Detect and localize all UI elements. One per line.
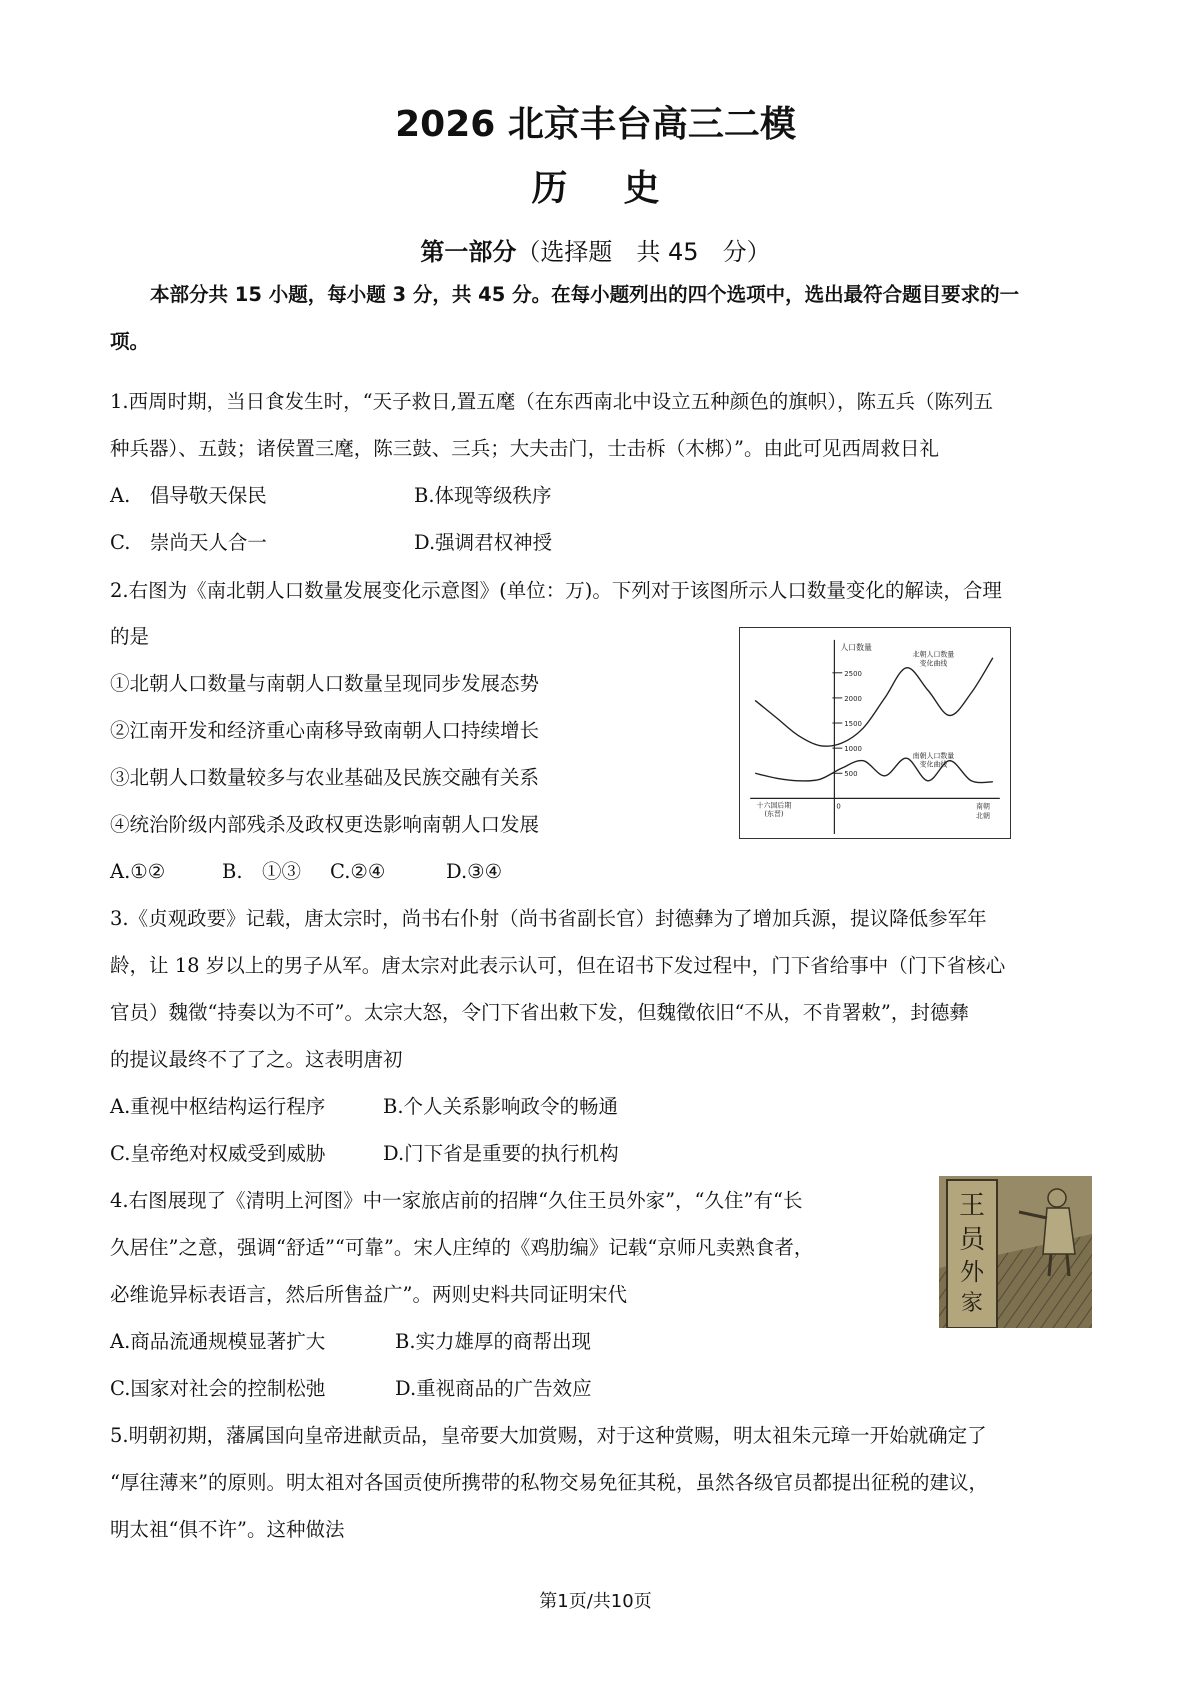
- series-line-2: [755, 758, 993, 782]
- q1-option-c[interactable]: C. 崇尚天人合一: [110, 531, 267, 554]
- q5-line-3: 明太祖“俱不许”。这种做法: [110, 1518, 345, 1541]
- q3-line-4: 的提议最终不了了之。这表明唐初: [110, 1048, 403, 1071]
- instructions-line-1: 本部分共 15 小题，每小题 3 分，共 45 分。在每小题列出的四个选项中，选出最符合题目要求的一: [150, 283, 1020, 306]
- shop-sign-illustration: [939, 1176, 1092, 1328]
- q3-option-a[interactable]: A.重视中枢结构运行程序: [110, 1095, 326, 1118]
- page-footer: 第1页/共10页: [539, 1591, 652, 1612]
- series-line-1: [755, 658, 993, 746]
- q3-line-3: 官员）魏徵“持奏以为不可”。太宗大怒，令门下省出敕下发，但魏徵依旧“不从，不肯署敕”，封德彝: [110, 1001, 969, 1024]
- series-label-2-1: 南朝人口数量: [912, 751, 955, 760]
- sign-char-1: 王: [958, 1191, 986, 1221]
- series-label-2-2: 变化曲线: [919, 760, 948, 769]
- population-chart-svg: [740, 628, 1010, 838]
- x-label-right-1: 南朝: [976, 802, 990, 811]
- instructions-line-2: 项。: [110, 330, 150, 353]
- q5-line-1: 5.明朝初期，藩属国向皇帝进献贡品，皇帝要大加赏赐，对于这种赏赐，明太祖朱元璋一开始就确定了: [110, 1424, 987, 1447]
- q4-line-3: 必维诡异标表语言，然后所售益广”。两则史料共同证明宋代: [110, 1283, 627, 1306]
- y-tick-label-1000: 1000: [844, 745, 862, 754]
- q2-line-2: 的是: [110, 625, 150, 648]
- y-axis-label: 人口数量: [840, 642, 872, 652]
- x-label-left-1: 十六国后期: [756, 801, 792, 810]
- q3-option-b[interactable]: B.个人关系影响政令的畅通: [383, 1095, 619, 1118]
- section-main: 第一部分: [420, 238, 517, 266]
- sign-char-2: 员: [958, 1225, 986, 1255]
- q2-statement-4: ④统治阶级内部残杀及政权更迭影响南朝人口发展: [110, 813, 540, 836]
- q4-line-1: 4.右图展现了《清明上河图》中一家旅店前的招牌“久住王员外家”，“久住”有“长: [110, 1189, 803, 1212]
- q2-line-1: 2.右图为《南北朝人口数量发展变化示意图》(单位：万)。下列对于该图所示人口数量变化的解读，合理: [110, 579, 1002, 602]
- series-label-1-2: 变化曲线: [919, 659, 948, 668]
- qingming-shanghe-tu-sign-image: [939, 1176, 1092, 1328]
- q4-option-b[interactable]: B.实力雄厚的商帮出现: [395, 1330, 592, 1353]
- q1-line-2: 种兵器）、五鼓；诸侯置三麾，陈三鼓、三兵；大夫击门，士击柝（木梆）”。由此可见西周救日礼: [110, 437, 939, 460]
- y-tick-label-2500: 2500: [844, 669, 862, 678]
- exam-title: 2026 北京丰台高三二模: [395, 104, 796, 145]
- subject-title: 历史: [531, 168, 716, 209]
- sign-char-3: 外: [960, 1258, 984, 1286]
- q4-line-2: 久居住”之意，强调“舒适”“可靠”。宋人庄绰的《鸡肋编》记载“京师凡卖熟食者，: [110, 1236, 814, 1259]
- q2-option-c[interactable]: C.②④: [330, 860, 386, 883]
- section-detail: （选择题 共 45 分）: [516, 238, 771, 266]
- q2-option-b[interactable]: B. ①③: [222, 860, 302, 883]
- q4-option-d[interactable]: D.重视商品的广告效应: [395, 1377, 592, 1400]
- q3-line-1: 3.《贞观政要》记载，唐太宗时，尚书右仆射（尚书省副长官）封德彝为了增加兵源，提议降低参军年: [110, 907, 987, 930]
- q1-option-b[interactable]: B.体现等级秩序: [414, 484, 552, 507]
- q2-statement-1: ①北朝人口数量与南朝人口数量呈现同步发展态势: [110, 672, 540, 695]
- y-tick-label-2000: 2000: [844, 694, 862, 703]
- q2-option-a[interactable]: A.①②: [110, 860, 166, 883]
- series-label-1-1: 北朝人口数量: [912, 650, 955, 659]
- y-tick-label-1500: 1500: [844, 719, 862, 728]
- x-label-left-2: (东晋): [764, 810, 784, 819]
- q3-option-d[interactable]: D.门下省是重要的执行机构: [383, 1142, 619, 1165]
- population-chart: [739, 627, 1011, 839]
- origin-label: 0: [836, 802, 841, 811]
- y-tick-label-500: 500: [844, 770, 858, 779]
- q4-option-c[interactable]: C.国家对社会的控制松弛: [110, 1377, 326, 1400]
- section-heading: [0, 232, 1191, 267]
- q3-line-2: 龄，让 18 岁以上的男子从军。唐太宗对此表示认可，但在诏书下发过程中，门下省给事中（门下省核心: [110, 954, 1006, 977]
- q4-option-a[interactable]: A.商品流通规模显著扩大: [110, 1330, 326, 1353]
- q2-option-d[interactable]: D.③④: [446, 860, 503, 883]
- q2-statement-3: ③北朝人口数量较多与农业基础及民族交融有关系: [110, 766, 540, 789]
- x-label-right-2: 北朝: [976, 812, 990, 821]
- q3-option-c[interactable]: C.皇帝绝对权威受到威胁: [110, 1142, 326, 1165]
- q5-line-2: “厚往薄来”的原则。明太祖对各国贡使所携带的私物交易免征其税，虽然各级官员都提出征税的建议，: [110, 1471, 988, 1494]
- q1-option-d[interactable]: D.强调君权神授: [414, 531, 553, 554]
- q1-line-1: 1.西周时期，当日食发生时，“天子救日,置五麾（在东西南北中设立五种颜色的旗帜），陈五兵（陈列五: [110, 390, 994, 413]
- sign-char-4: 家: [960, 1291, 984, 1316]
- q2-statement-2: ②江南开发和经济重心南移导致南朝人口持续增长: [110, 719, 540, 742]
- q1-option-a[interactable]: A. 倡导敬天保民: [110, 484, 267, 507]
